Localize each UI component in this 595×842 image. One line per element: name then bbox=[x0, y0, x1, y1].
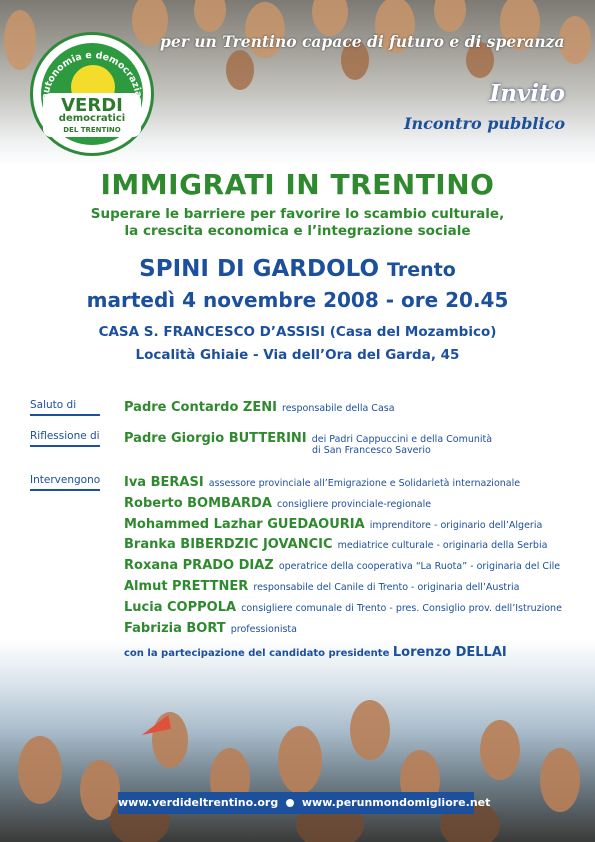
footer-links-bar bbox=[118, 792, 491, 814]
speaker-row bbox=[124, 617, 297, 636]
speaker-name: Fabrizia BORT bbox=[124, 621, 226, 636]
place-main: SPINI DI GARDOLO bbox=[139, 256, 380, 282]
logo-ring-text bbox=[30, 32, 154, 156]
subtitle-line-2: la crescita economica e l’integrazione sociale bbox=[124, 223, 471, 239]
speaker-role: consigliere provinciale-regionale bbox=[276, 499, 432, 510]
event-title: IMMIGRATI IN TRENTINO bbox=[100, 168, 495, 201]
speaker-role: professionista bbox=[230, 624, 297, 635]
speaker-row bbox=[124, 471, 520, 490]
speaker-role: operatrice della cooperativa “La Ruota” - originaria del Cile bbox=[278, 561, 561, 572]
invito-heading: Invito bbox=[489, 80, 565, 107]
incontro-subheading: Incontro pubblico bbox=[404, 114, 565, 133]
saluto-name: Padre Contardo ZENI bbox=[124, 400, 277, 415]
saluto-role: responsabile della Casa bbox=[282, 403, 395, 414]
event-subtitle bbox=[0, 206, 595, 240]
tagline: per un Trentino capace di futuro e di speranza bbox=[160, 32, 565, 51]
speaker-name: Mohammed Lazhar GUEDAOURIA bbox=[124, 517, 365, 532]
speaker-row bbox=[124, 513, 542, 532]
bullet-icon bbox=[286, 799, 294, 807]
speaker-role: assessore provinciale all’Emigrazione e Solidarietà internazionale bbox=[208, 478, 521, 489]
speaker-role: imprenditore - originario dell’Algeria bbox=[369, 520, 543, 531]
speaker-name: Branka BIBERDZIC JOVANCIC bbox=[124, 537, 333, 552]
speaker-role: mediatrice culturale - originaria della Serbia bbox=[337, 540, 548, 551]
event-venue bbox=[0, 321, 595, 367]
saluto-label: Saluto di bbox=[30, 399, 100, 416]
event-date: martedì 4 novembre 2008 - ore 20.45 bbox=[86, 288, 509, 312]
speaker-row bbox=[124, 492, 431, 511]
verdi-logo bbox=[30, 32, 154, 156]
riflessione-row bbox=[124, 427, 492, 446]
speaker-row bbox=[124, 575, 519, 594]
speaker-row bbox=[124, 533, 547, 552]
riflessione-label: Riflessione di bbox=[30, 430, 100, 447]
speaker-name: Roberto BOMBARDA bbox=[124, 496, 272, 511]
footer-link-mondo[interactable]: www.perunmondomigliore.net bbox=[301, 796, 491, 809]
saluto-row bbox=[124, 396, 395, 415]
speaker-role: consigliere comunale di Trento - pres. Consiglio prov. dell’Istruzione bbox=[241, 603, 562, 614]
speaker-name: Almut PRETTNER bbox=[124, 579, 249, 594]
footer-link-verdi[interactable]: www.verdideltrentino.org bbox=[118, 796, 279, 809]
event-place bbox=[0, 256, 595, 282]
venue-line-1: CASA S. FRANCESCO D’ASSISI (Casa del Mozambico) bbox=[98, 324, 497, 340]
speaker-name: Lucia COPPOLA bbox=[124, 600, 237, 615]
partecipazione-name: Lorenzo DELLAI bbox=[392, 645, 507, 660]
venue-line-2: Località Ghiaie - Via dell’Ora del Garda, 45 bbox=[135, 347, 460, 363]
riflessione-role-1: dei Padri Cappuccini e della Comunità bbox=[311, 434, 493, 445]
speaker-role: responsabile del Canile di Trento - originaria dell’Austria bbox=[253, 582, 520, 593]
logo-sub2: DEL TRENTINO bbox=[63, 126, 121, 134]
speaker-row bbox=[124, 596, 562, 615]
partecipazione-line bbox=[124, 645, 507, 660]
place-city: Trento bbox=[387, 259, 456, 281]
logo-sub1: democratici bbox=[58, 113, 126, 124]
logo-name: VERDI bbox=[61, 95, 123, 116]
riflessione-name: Padre Giorgio BUTTERINI bbox=[124, 431, 307, 446]
speaker-name: Iva BERASI bbox=[124, 475, 204, 490]
speaker-row bbox=[124, 554, 560, 573]
subtitle-line-1: Superare le barriere per favorire lo scambio culturale, bbox=[90, 206, 505, 222]
riflessione-role-2: di San Francesco Saverio bbox=[312, 445, 431, 456]
partecipazione-text: con la partecipazione del candidato presidente bbox=[124, 648, 390, 659]
intervengono-label: Intervengono bbox=[30, 474, 100, 491]
speaker-name: Roxana PRADO DIAZ bbox=[124, 558, 274, 573]
svg-text:autonomia e democrazia: autonomia e democrazia bbox=[39, 49, 144, 101]
